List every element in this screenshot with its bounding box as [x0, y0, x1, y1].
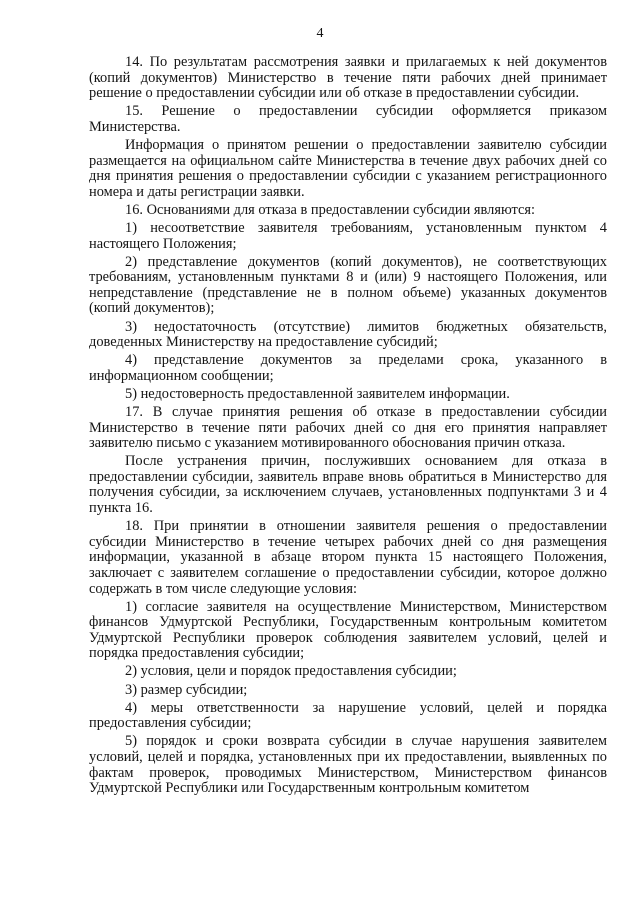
document-body	[89, 55, 607, 799]
paragraph-17: 17. В случае принятия решения об отказе в предоставлении субсидии Министерство в течение пяти рабочих дней со дня его принятия направляет заявителю письмо с указанием мотивированного обоснования причин отказа.	[89, 403, 607, 452]
paragraph-14: 14. По результатам рассмотрения заявки и прилагаемых к ней документов (копий документов) Министерство в течение пяти рабочих дней принимает решение о предоставлении субсидии или об отказе в предоставлении субсидии.	[89, 54, 607, 102]
paragraph-16-item-5: 5) недостоверность предоставленной заявителем информации.	[125, 385, 510, 402]
paragraph-18-item-3: 3) размер субсидии;	[125, 681, 248, 698]
page-number: 4	[316, 26, 324, 41]
paragraph-18-item-4: 4) меры ответственности за нарушение условий, целей и порядка предоставления субсидии;	[89, 699, 607, 732]
paragraph-17-resubmission: После устранения причин, послуживших основанием для отказа в предоставлении субсидии, заявитель вправе вновь обратиться в Министерство для получения субсидии, за исключением случаев, установленных подпунктами 3 и 4 пункта 16.	[89, 453, 607, 517]
paragraph-18-item-5: 5) порядок и сроки возврата субсидии в случае нарушения заявителем условий, целей и порядка, установленных при их предоставлении, выявленных по фактам проверок, проводимых Министерством, Министерством финансов Удмуртской Республики или Государственным контрольным комитетом	[89, 733, 607, 797]
paragraph-16-item-4: 4) представление документов за пределами срока, указанного в информационном сообщении;	[89, 352, 607, 384]
paragraph-15-info: Информация о принятом решении о предоставлении заявителю субсидии размещается на официальном сайте Министерства в течение двух рабочих дней со дня принятия решения о предоставлении субсидии с указанием регистрационного номера и даты регистрации заявки.	[89, 136, 607, 200]
paragraph-16-item-1: 1) несоответствие заявителя требованиям, установленным пунктом 4 настоящего Положения;	[89, 219, 607, 252]
paragraph-18-item-1: 1) согласие заявителя на осуществление Министерством, Министерством финансов Удмуртской Республики, Государственным контрольным комитетом Удмуртской Республики проверок соблюдения заявителем условий, целей и порядка предоставления субсидии;	[89, 598, 607, 662]
paragraph-16: 16. Основаниями для отказа в предоставлении субсидии являются:	[125, 201, 535, 218]
paragraph-16-item-3: 3) недостаточность (отсутствие) лимитов бюджетных обязательств, доведенных Министерству на предоставление субсидий;	[89, 318, 607, 351]
paragraph-18-item-2: 2) условия, цели и порядок предоставления субсидии;	[125, 663, 457, 680]
paragraph-18: 18. При принятии в отношении заявителя решения о предоставлении субсидии Министерство в течение четырех рабочих дней со дня размещения информации, указанной в абзаце втором пункта 15 настоящего Положения, заключает с заявителем соглашение о предоставлении субсидии, которое должно содержать в том числе следующие условия:	[89, 518, 607, 597]
paragraph-15: 15. Решение о предоставлении субсидии оформляется приказом Министерства.	[89, 103, 607, 135]
paragraph-16-item-2: 2) представление документов (копий документов), не соответствующих требованиям, установленным пунктами 8 и (или) 9 настоящего Положения, или непредставление (представление не в полном объеме) указанных документов (копий документов);	[89, 253, 607, 317]
